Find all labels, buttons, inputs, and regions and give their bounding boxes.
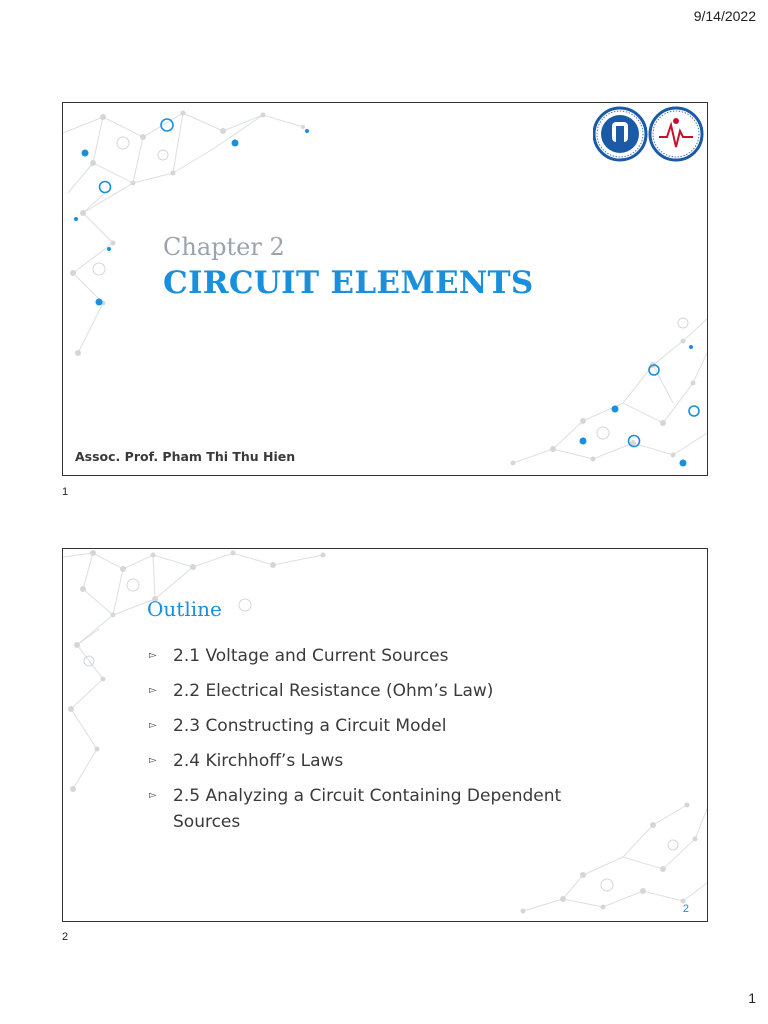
author-name: Assoc. Prof. Pham Thi Thu Hien <box>75 449 296 464</box>
triangle-bullet-icon: ▻ <box>149 720 157 731</box>
list-item: ▻ 2.4 Kirchhoff’s Laws <box>149 748 619 774</box>
slide-1 <box>62 102 708 476</box>
triangle-bullet-icon: ▻ <box>149 650 157 661</box>
triangle-bullet-icon: ▻ <box>149 755 157 766</box>
triangle-bullet-icon: ▻ <box>149 790 157 801</box>
slide-page-number: 2 <box>682 903 689 915</box>
chapter-title: CIRCUIT ELEMENTS <box>163 265 534 301</box>
slide-2-caption: 2 <box>62 931 69 943</box>
list-item: ▻ 2.3 Constructing a Circuit Model <box>149 713 619 739</box>
list-item: ▻ 2.1 Voltage and Current Sources <box>149 643 619 669</box>
university-seal-icon <box>594 108 646 160</box>
list-item: ▻ 2.5 Analyzing a Circuit Containing Dependent Sources <box>149 783 619 835</box>
triangle-bullet-icon: ▻ <box>149 685 157 696</box>
department-seal-icon <box>650 108 702 160</box>
slide-2 <box>62 548 708 922</box>
outline-list <box>149 643 619 844</box>
page-date: 9/14/2022 <box>693 8 756 24</box>
page-number: 1 <box>748 990 756 1006</box>
chapter-label: Chapter 2 <box>163 233 285 261</box>
slide-1-caption: 1 <box>62 486 69 498</box>
list-item: ▻ 2.2 Electrical Resistance (Ohm’s Law) <box>149 678 619 704</box>
university-logos <box>593 105 705 163</box>
outline-title: Outline <box>147 597 222 621</box>
